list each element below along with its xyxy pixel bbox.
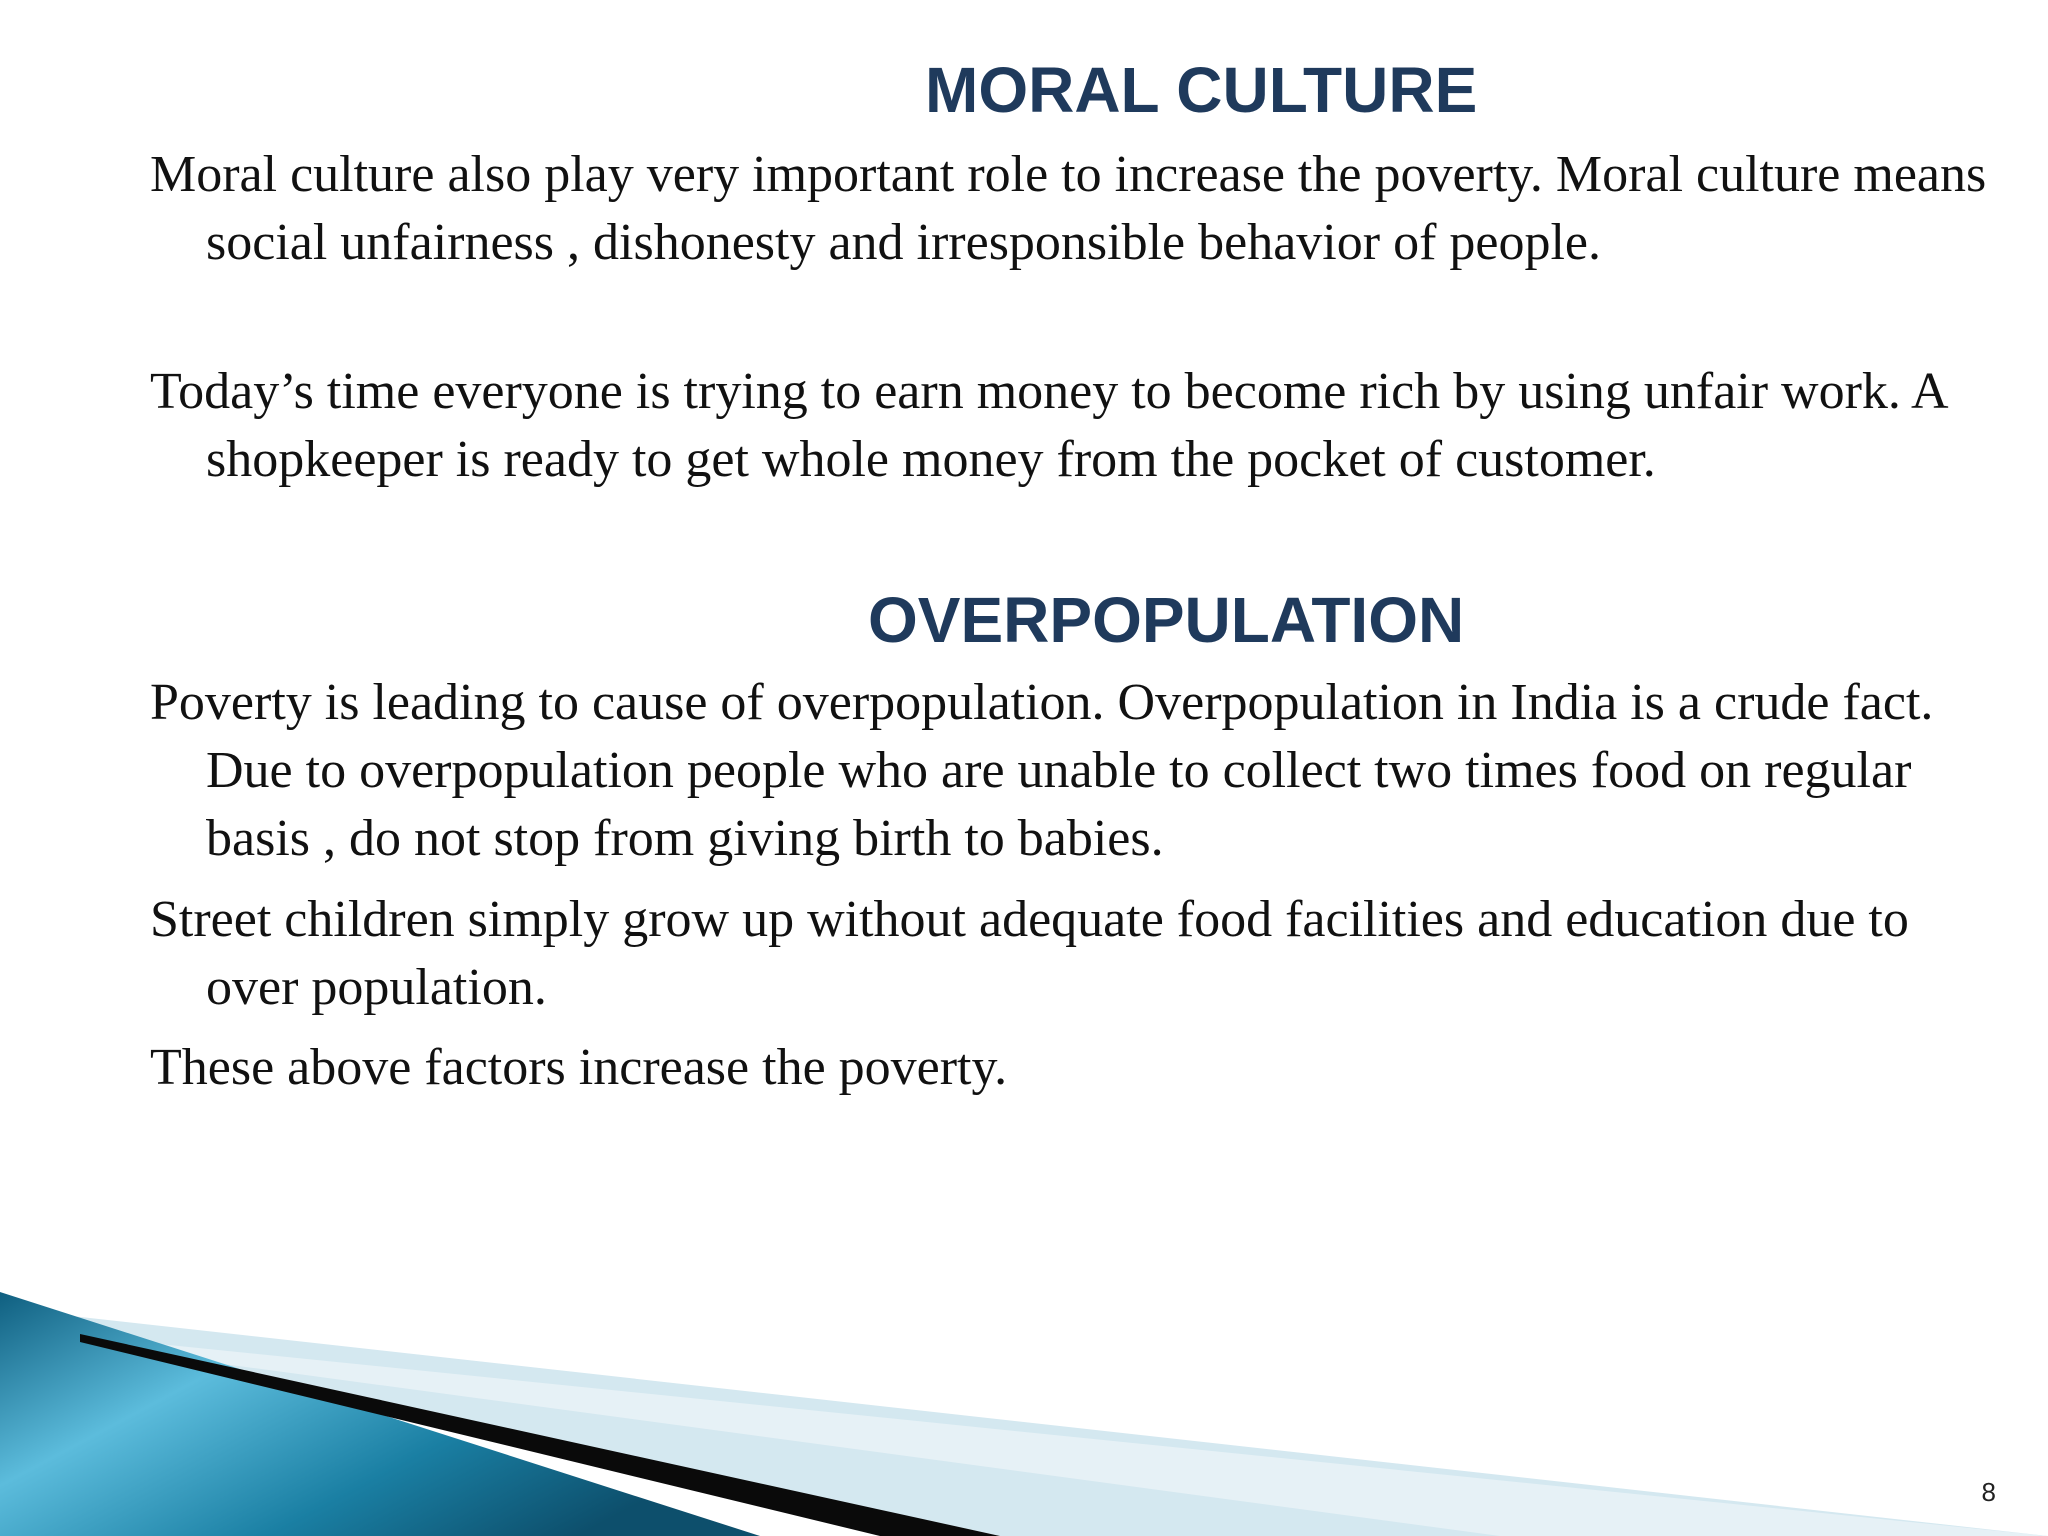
paragraph-overpopulation-2: Street children simply grow up without adequate food facilities and education due to over population. [150, 891, 1909, 1016]
heading-moral-culture: MORAL CULTURE [925, 54, 1478, 126]
decorative-swoosh [0, 1280, 2048, 1536]
page-number: 8 [1981, 1477, 1996, 1507]
paragraph-moral-culture-1: Moral culture also play very important role to increase the poverty. Moral culture means social unfairness , dishonesty and irresponsible behavior of people. [150, 146, 1987, 271]
paragraph-moral-culture-2: Today’s time everyone is trying to earn money to become rich by using unfair work. A shopkeeper is ready to get whole money from the pocket of customer. [150, 363, 1946, 488]
heading-overpopulation: OVERPOPULATION [868, 584, 1465, 656]
paragraph-conclusion: These above factors increase the poverty. [150, 1039, 1008, 1096]
paragraph-overpopulation-1: Poverty is leading to cause of overpopulation. Overpopulation in India is a crude fact. Due to overpopulation people who are unable to collect two times food on regular basis , do not stop from giving birth to babies. [150, 674, 1934, 867]
